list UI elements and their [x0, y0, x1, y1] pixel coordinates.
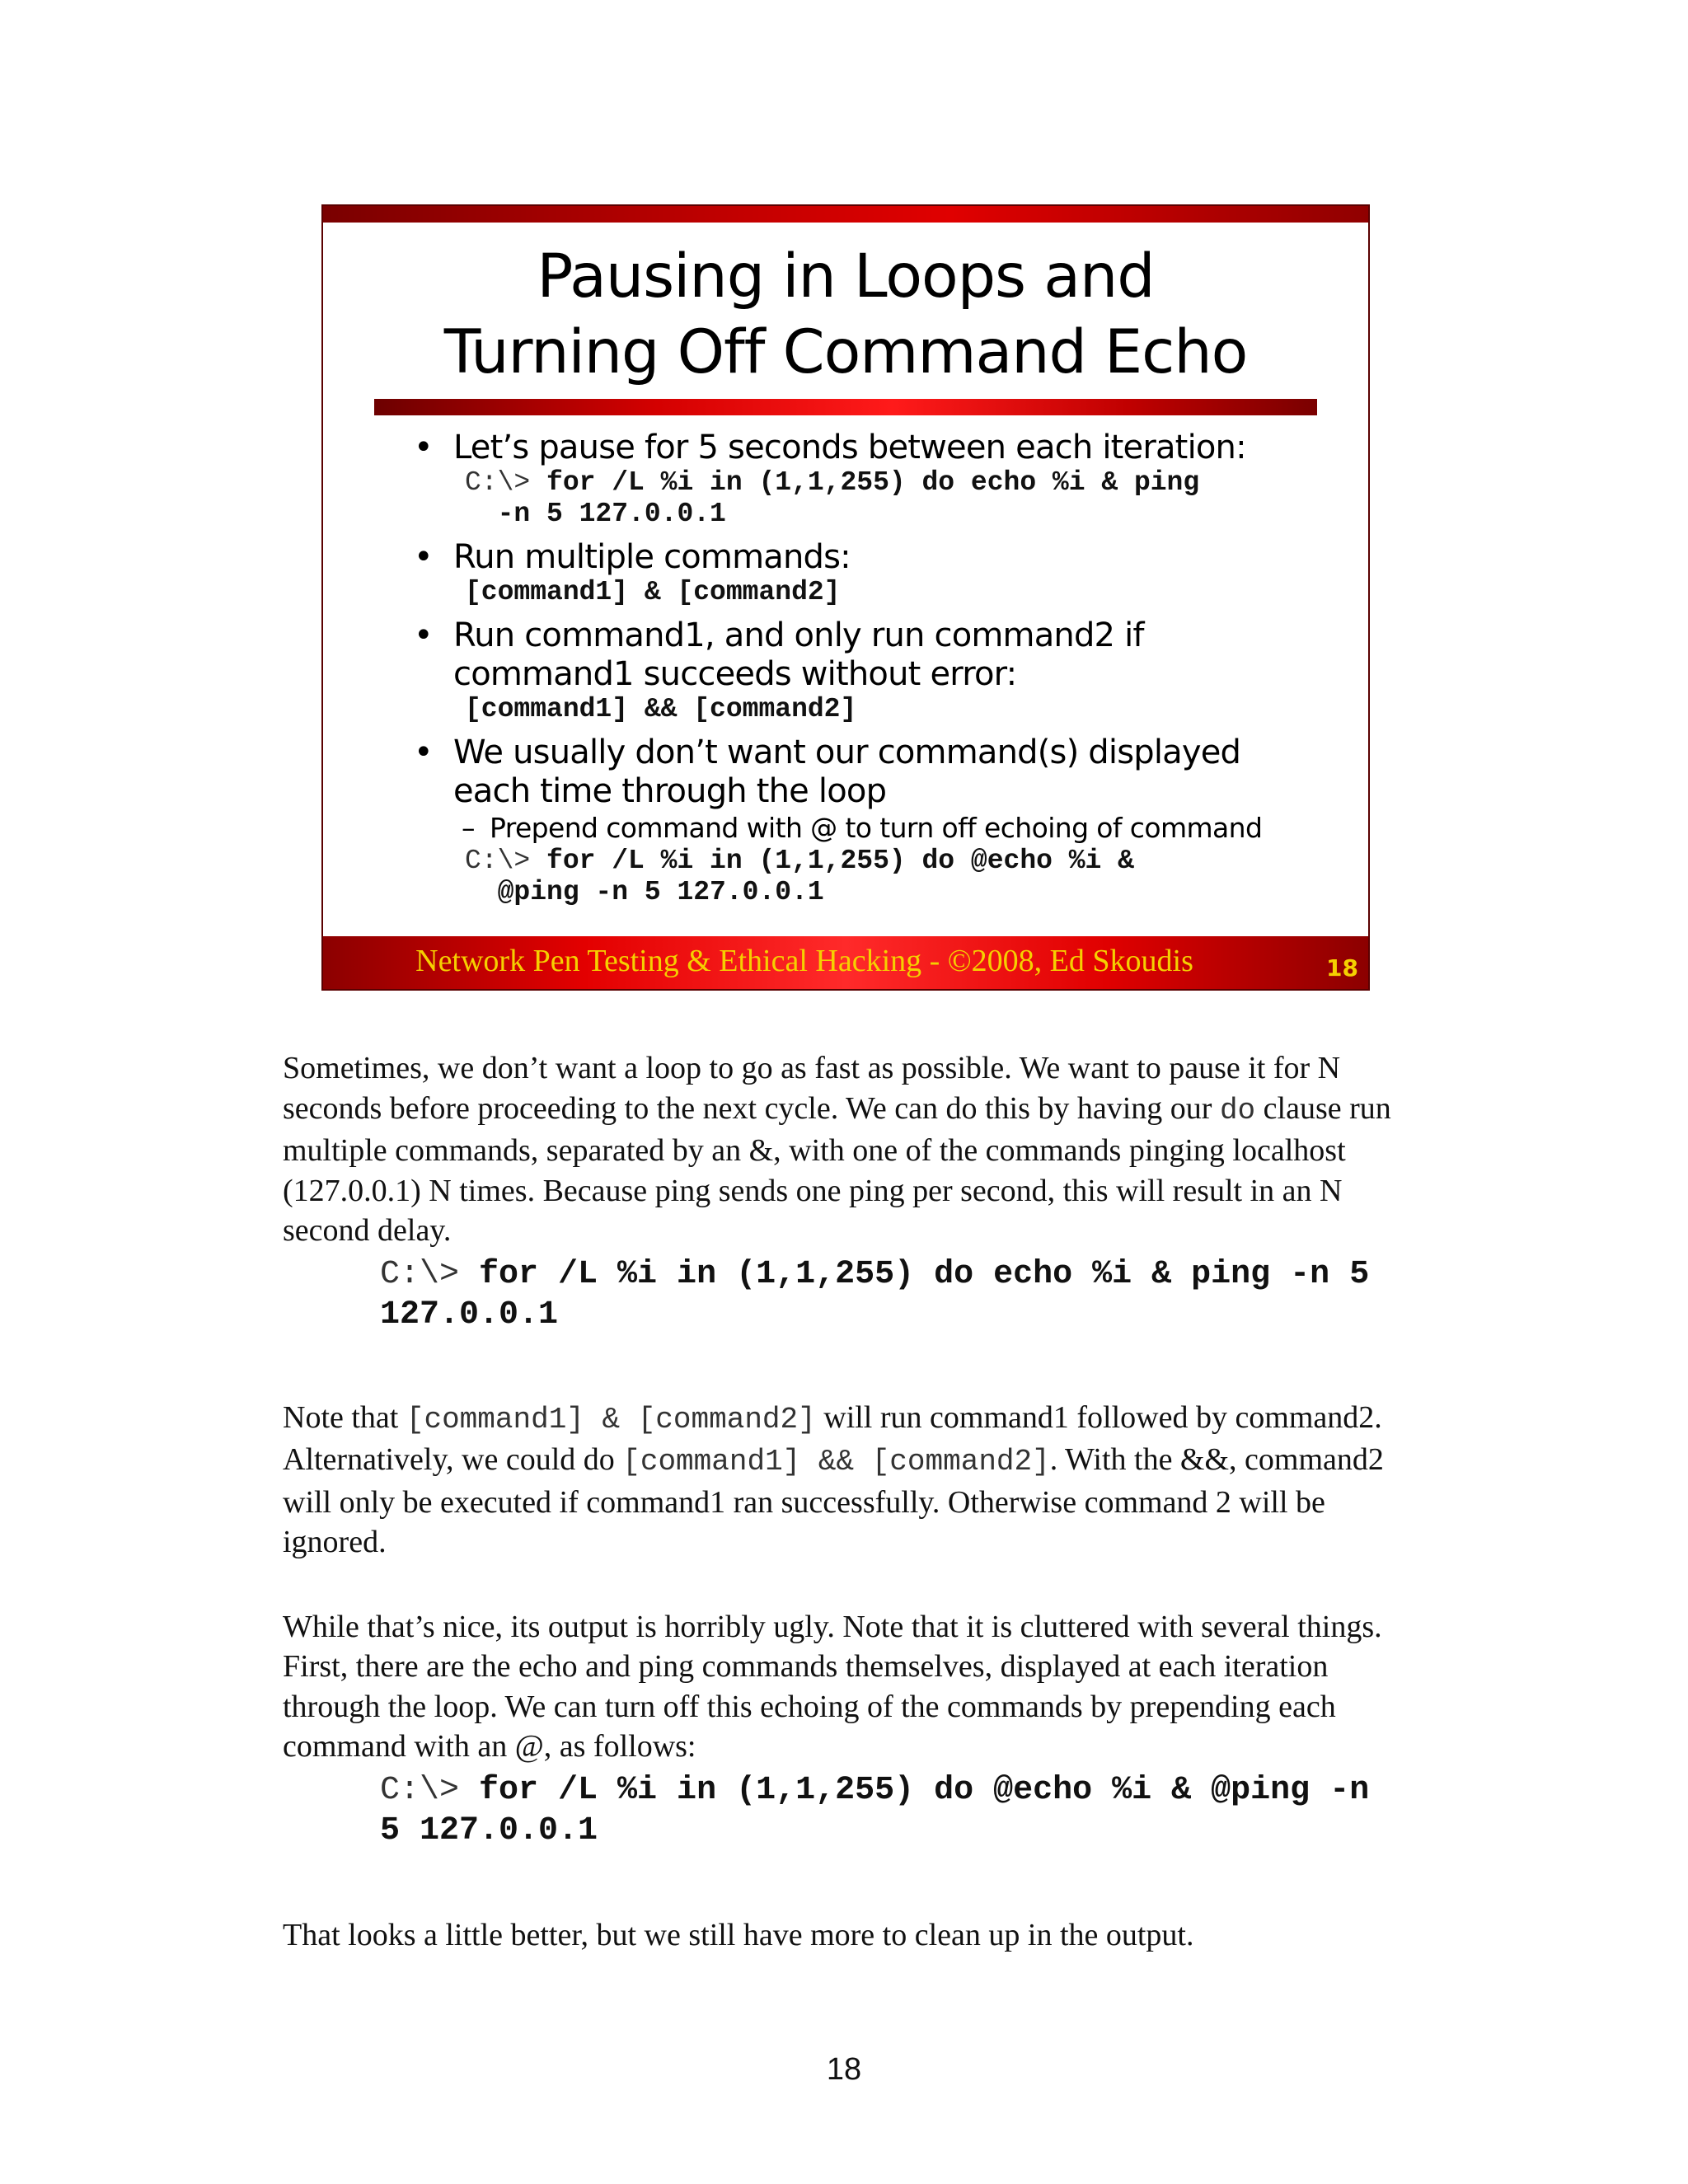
paragraph-3: While that’s nice, its output is horribly ugly. Note that it is cluttered with several things. First, there are the echo and ping commands themselves, displayed at each iteration through the loop. We can turn off this echoing of the commands by prepending each command with an @, as follows:	[283, 1609, 1382, 1764]
code-line-1: [command1] && [command2]	[465, 694, 857, 724]
paragraph-4: That looks a little better, but we still have more to clean up in the output.	[283, 1917, 1194, 1952]
bullet-dot-icon: •	[414, 429, 433, 466]
slide-code-3	[414, 694, 1320, 725]
inline-code-and: [command1] & [command2]	[406, 1402, 816, 1436]
slide-bullet-3-text-line-2: command1 succeeds without error:	[453, 655, 1017, 693]
slide-sub-bullet	[414, 811, 1320, 846]
document-body	[283, 1048, 1420, 1955]
code-block-1	[283, 1254, 1420, 1335]
code-line-1: for /L %i in (1,1,255) do echo %i & ping	[530, 467, 1200, 498]
slide-bullet-4	[414, 733, 1320, 811]
paragraph-2	[283, 1398, 1420, 1563]
code-prompt: C:\>	[380, 1771, 460, 1809]
slide-bullet-1-text: Let’s pause for 5 seconds between each iteration:	[453, 429, 1246, 466]
code-prompt: C:\>	[380, 1255, 460, 1293]
slide-title-line-1: Pausing in Loops and	[537, 241, 1155, 312]
slide-code-4	[414, 846, 1320, 908]
paragraph-1-text-a: Sometimes, we don’t want a loop to go as fast as possible. We want to pause it for N seconds before proceeding to the next cycle. We can do this by having our	[283, 1051, 1341, 1126]
code-line-2: 5 127.0.0.1	[380, 1811, 598, 1849]
slide-footer	[323, 936, 1368, 989]
code-line-1: for /L %i in (1,1,255) do @echo %i &	[530, 846, 1134, 876]
slide-sub-bullet-text: Prepend command with @ to turn off echoing of command	[490, 812, 1263, 844]
slide-title-divider	[374, 399, 1317, 415]
paragraph-1-text-b: clause run multiple commands, separated by an &, with one of the commands pinging localhost (127.0.0.1) N times. Because ping sends one ping per second, this will result in an N second delay.	[283, 1090, 1391, 1248]
code-line-1: [command1] & [command2]	[465, 577, 841, 607]
code-line-2: 127.0.0.1	[380, 1296, 559, 1333]
slide-footer-text: Network Pen Testing & Ethical Hacking - ©2008, Ed Skoudis	[415, 944, 1193, 978]
slide-code-1	[414, 467, 1320, 530]
slide-bullet-4-text-line-2: each time through the loop	[453, 772, 887, 810]
paragraph-1	[283, 1048, 1420, 1251]
code-block-2	[283, 1770, 1420, 1851]
inline-code-and-and: [command1] && [command2]	[622, 1445, 1050, 1479]
slide-title-line-2: Turning Off Command Echo	[443, 317, 1248, 387]
slide-bullet-4-text-line-1: We usually don’t want our command(s) displayed	[453, 733, 1241, 771]
slide-title	[323, 239, 1368, 391]
dash-icon: –	[462, 812, 475, 844]
paragraph-2-text-c: . With the &&, command2 will only be executed if command1 ran successfully. Otherwise command 2 will be ignored.	[283, 1442, 1384, 1559]
slide-top-bar	[323, 206, 1368, 223]
slide-page-number: 18	[1326, 954, 1358, 982]
paragraph-2-text-a: Note that	[283, 1399, 406, 1435]
bullet-dot-icon: •	[414, 733, 433, 771]
slide-bullet-list	[414, 429, 1320, 908]
code-line-2: -n 5 127.0.0.1	[465, 499, 726, 529]
code-line-1: for /L %i in (1,1,255) do @echo %i & @ping -n	[459, 1771, 1370, 1809]
slide-code-2	[414, 577, 1320, 608]
code-line-1: for /L %i in (1,1,255) do echo %i & ping -n 5	[459, 1255, 1370, 1293]
bullet-dot-icon: •	[414, 616, 433, 654]
code-prompt: C:\>	[465, 846, 531, 876]
slide-bullet-3-text-line-1: Run command1, and only run command2 if	[453, 616, 1144, 654]
bullet-dot-icon: •	[414, 538, 433, 576]
slide-bullet-2-text: Run multiple commands:	[453, 538, 851, 576]
code-prompt: C:\>	[465, 467, 531, 498]
page-number: 18	[826, 2052, 862, 2087]
slide-bullet-3	[414, 616, 1320, 694]
slide-bullet-1	[414, 429, 1320, 467]
inline-code-do: do	[1219, 1093, 1256, 1127]
code-line-2: @ping -n 5 127.0.0.1	[465, 877, 824, 907]
slide	[321, 204, 1370, 991]
slide-bullet-2	[414, 538, 1320, 577]
paragraph-2-text-b: will run command1 followed by command2. Alternatively, we could do	[283, 1399, 1382, 1477]
